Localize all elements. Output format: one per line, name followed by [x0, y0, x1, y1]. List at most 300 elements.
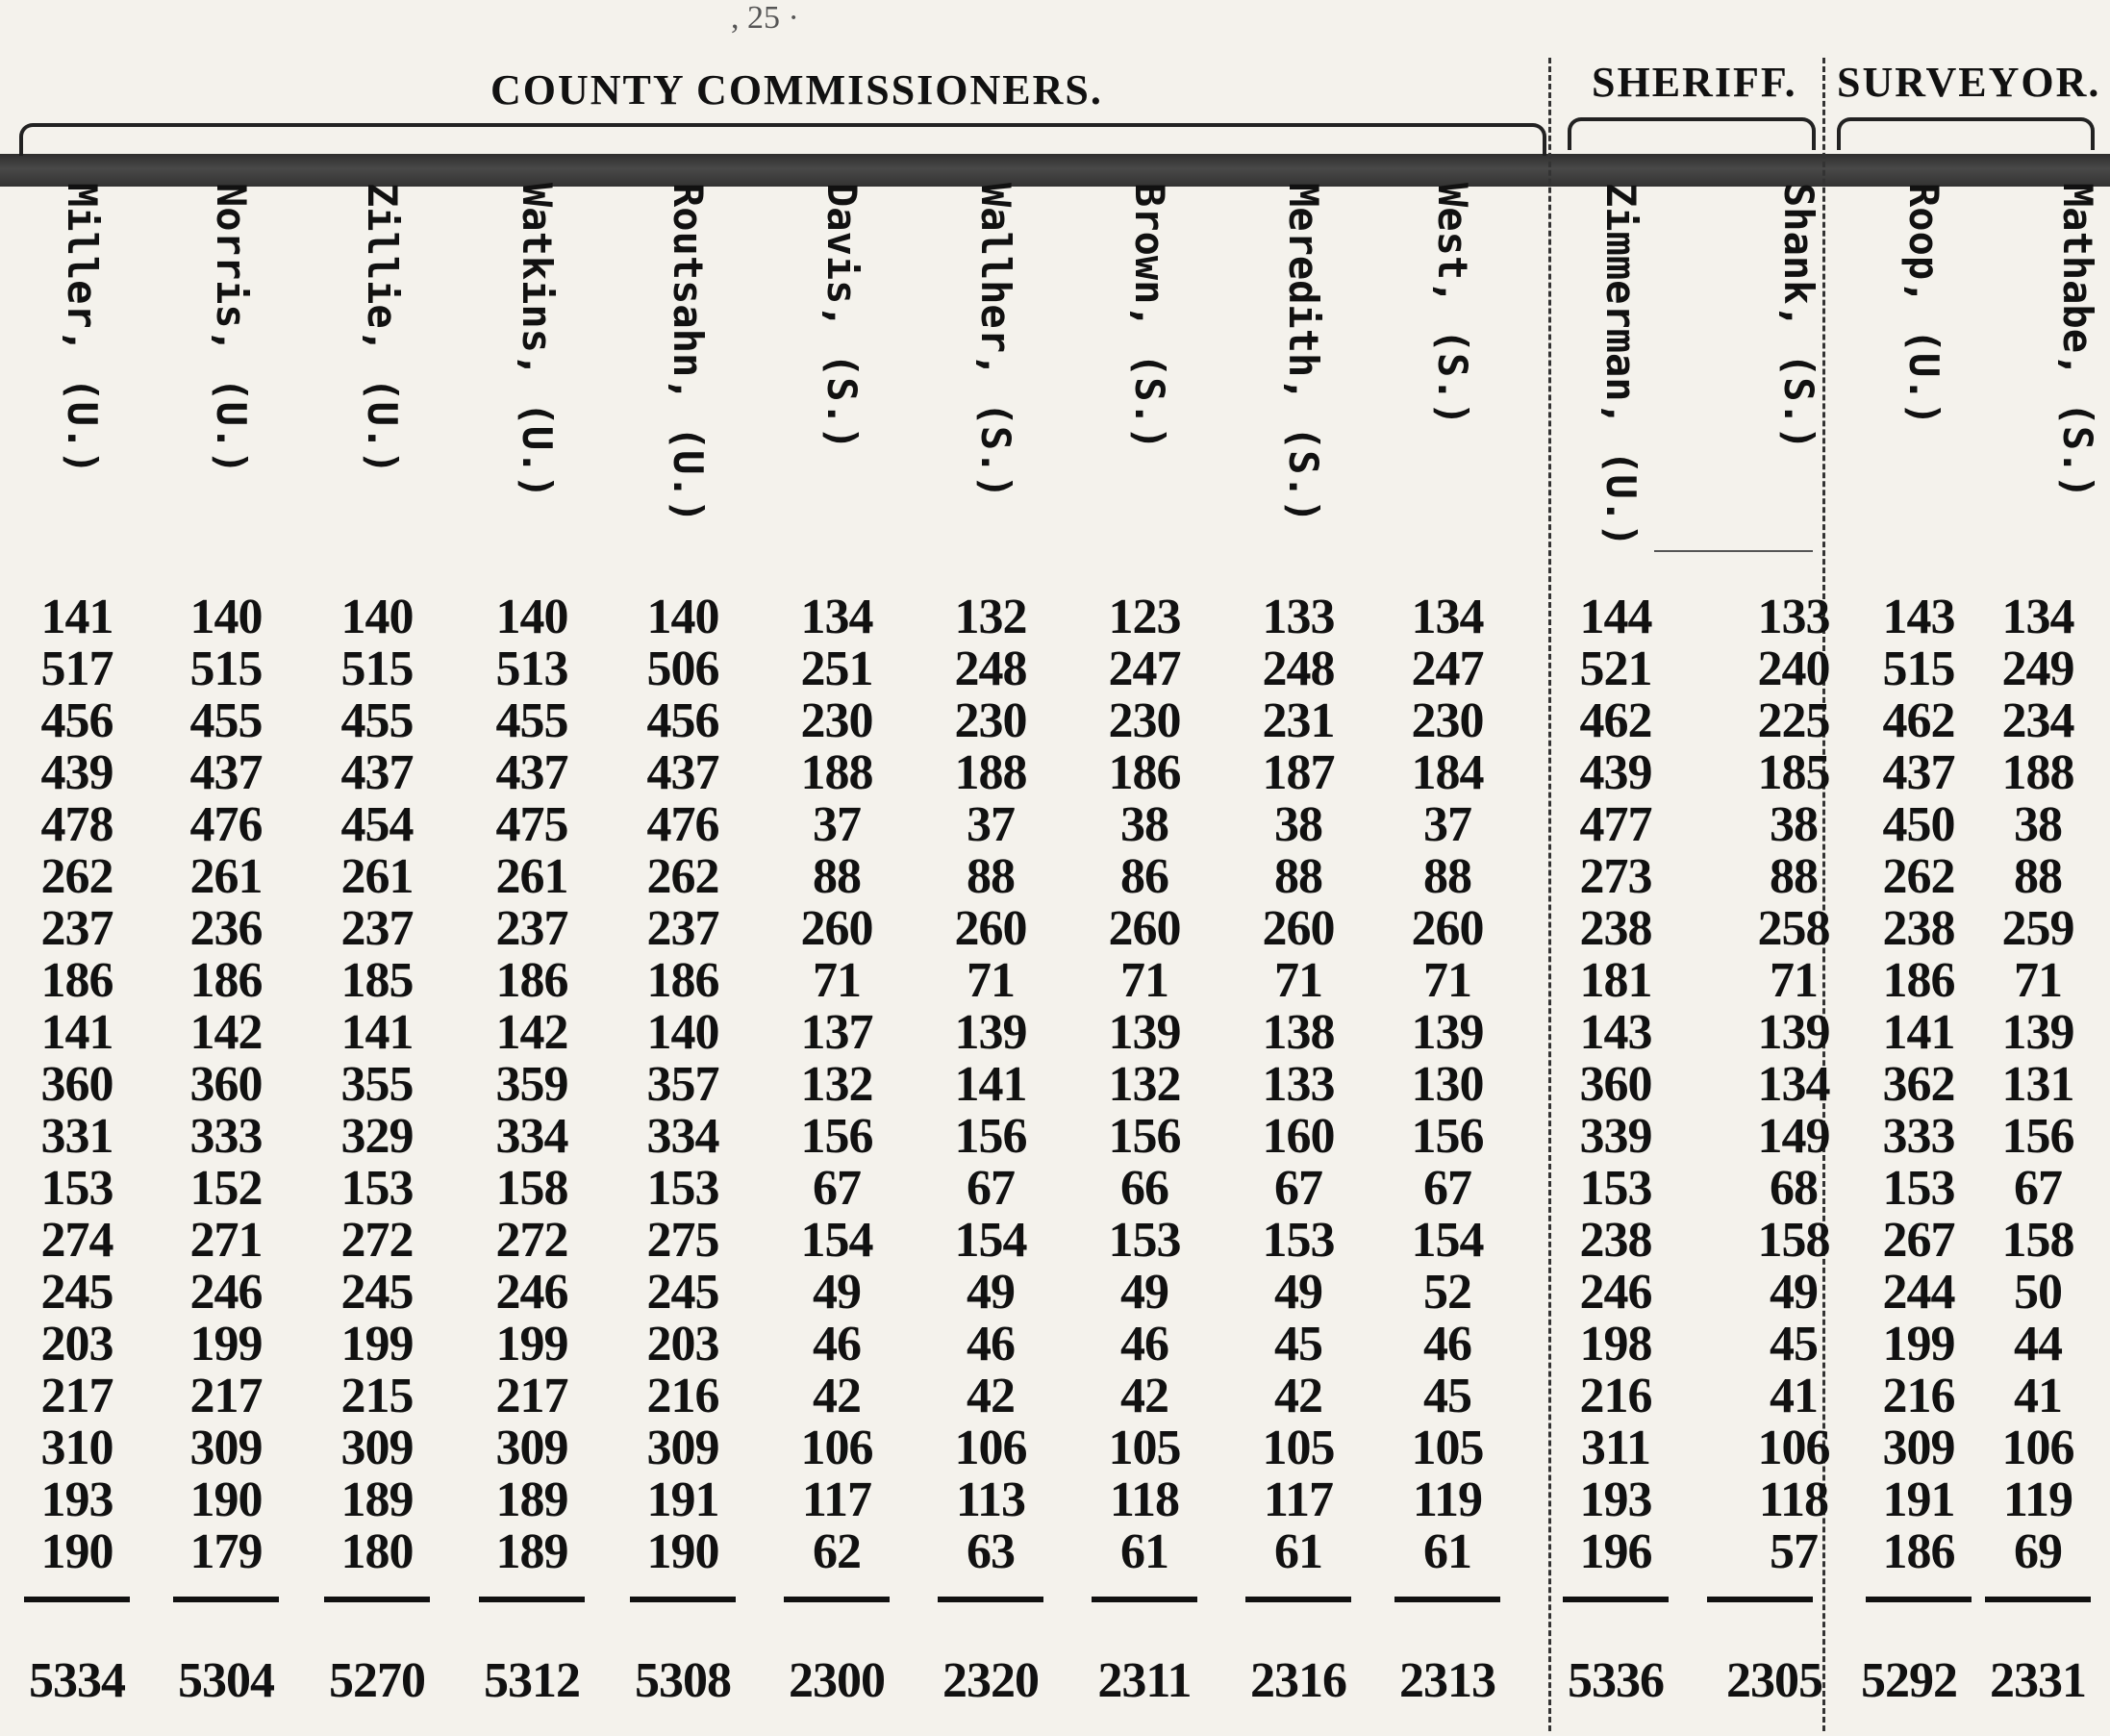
vote-cell: 199 [340, 1317, 414, 1371]
vote-cell: 230 [1411, 693, 1484, 748]
column-total: 2320 [942, 1653, 1039, 1708]
vote-cell: 130 [1411, 1057, 1484, 1112]
vote-cell: 199 [189, 1317, 263, 1371]
vote-cell: 154 [800, 1213, 873, 1268]
vote-cell: 41 [2014, 1369, 2062, 1423]
vote-cell: 517 [40, 642, 113, 696]
column-header: Shank, (S.) [1775, 183, 1822, 451]
vote-cell: 133 [1262, 590, 1335, 644]
vote-cell: 272 [495, 1213, 568, 1268]
vote-cell: 41 [1770, 1369, 1818, 1423]
vote-cell: 333 [1882, 1109, 1955, 1164]
vote-cell: 106 [800, 1421, 873, 1475]
vote-cell: 141 [954, 1057, 1027, 1112]
vote-cell: 71 [1770, 953, 1818, 1008]
vote-cell: 132 [954, 590, 1027, 644]
vote-cell: 215 [340, 1369, 414, 1423]
vote-cell: 61 [1423, 1524, 1471, 1579]
total-rule [1394, 1597, 1500, 1602]
vote-cell: 46 [813, 1317, 861, 1371]
vote-cell: 88 [1274, 849, 1322, 904]
vote-cell: 230 [954, 693, 1027, 748]
vote-cell: 521 [1579, 642, 1652, 696]
vote-cell: 455 [189, 693, 263, 748]
vote-cell: 456 [646, 693, 719, 748]
vote-cell: 143 [1579, 1005, 1652, 1060]
vote-cell: 152 [189, 1161, 263, 1216]
ink-smear [0, 154, 2110, 187]
vote-cell: 38 [1770, 797, 1818, 852]
vote-cell: 153 [340, 1161, 414, 1216]
vote-cell: 160 [1262, 1109, 1335, 1164]
vote-cell: 261 [340, 849, 414, 904]
vote-cell: 190 [189, 1472, 263, 1527]
vote-cell: 236 [189, 901, 263, 956]
vote-cell: 158 [495, 1161, 568, 1216]
vote-cell: 139 [1411, 1005, 1484, 1060]
vote-cell: 156 [1411, 1109, 1484, 1164]
vote-cell: 141 [340, 1005, 414, 1060]
column-total: 2316 [1250, 1653, 1346, 1708]
vote-cell: 199 [495, 1317, 568, 1371]
vote-column [305, 591, 449, 1578]
vote-cell: 88 [967, 849, 1015, 904]
vote-cell: 49 [1274, 1265, 1322, 1320]
vote-cell: 454 [340, 797, 414, 852]
vote-cell: 189 [495, 1472, 568, 1527]
vote-cell: 154 [1411, 1213, 1484, 1268]
vote-cell: 455 [340, 693, 414, 748]
vote-cell: 262 [1882, 849, 1955, 904]
vote-cell: 45 [1770, 1317, 1818, 1371]
vote-cell: 230 [1108, 693, 1181, 748]
vote-cell: 362 [1882, 1057, 1955, 1112]
vote-column [1966, 591, 2110, 1578]
vote-cell: 245 [646, 1265, 719, 1320]
vote-cell: 360 [189, 1057, 263, 1112]
vote-cell: 188 [800, 745, 873, 800]
vote-column [1226, 591, 1370, 1578]
column-header: Miller, (U.) [59, 183, 106, 475]
vote-cell: 142 [495, 1005, 568, 1060]
vote-cell: 141 [40, 1005, 113, 1060]
vote-cell: 360 [1579, 1057, 1652, 1112]
page-number: , 25 · [731, 0, 799, 36]
vote-cell: 139 [1108, 1005, 1181, 1060]
vote-cell: 67 [1274, 1161, 1322, 1216]
vote-cell: 45 [1274, 1317, 1322, 1371]
vote-cell: 153 [646, 1161, 719, 1216]
vote-cell: 247 [1411, 642, 1484, 696]
vote-cell: 186 [189, 953, 263, 1008]
vote-cell: 203 [40, 1317, 113, 1371]
vote-cell: 185 [1757, 745, 1830, 800]
county-commissioners-brace [19, 123, 1546, 156]
vote-cell: 63 [967, 1524, 1015, 1579]
vote-cell: 105 [1262, 1421, 1335, 1475]
vote-cell: 513 [495, 642, 568, 696]
total-rule [938, 1597, 1043, 1602]
column-total: 5270 [329, 1653, 425, 1708]
vote-cell: 49 [1120, 1265, 1168, 1320]
vote-cell: 186 [1108, 745, 1181, 800]
vote-cell: 62 [813, 1524, 861, 1579]
vote-cell: 137 [800, 1005, 873, 1060]
vote-cell: 38 [2014, 797, 2062, 852]
vote-cell: 240 [1757, 642, 1830, 696]
vote-cell: 117 [801, 1472, 872, 1527]
vote-cell: 357 [646, 1057, 719, 1112]
vote-cell: 261 [189, 849, 263, 904]
vote-cell: 106 [954, 1421, 1027, 1475]
vote-cell: 67 [813, 1161, 861, 1216]
total-rule [1866, 1597, 1972, 1602]
vote-cell: 249 [2001, 642, 2074, 696]
vote-cell: 246 [495, 1265, 568, 1320]
vote-cell: 52 [1423, 1265, 1471, 1320]
vote-cell: 217 [189, 1369, 263, 1423]
vote-cell: 455 [495, 693, 568, 748]
vote-cell: 119 [1412, 1472, 1483, 1527]
vote-cell: 189 [340, 1472, 414, 1527]
total-rule [1092, 1597, 1197, 1602]
vote-cell: 67 [967, 1161, 1015, 1216]
vote-cell: 67 [1423, 1161, 1471, 1216]
column-header: Wallher, (S.) [972, 183, 1019, 499]
vote-column [5, 591, 149, 1578]
vote-column [460, 591, 604, 1578]
vote-cell: 113 [955, 1472, 1026, 1527]
vote-cell: 251 [800, 642, 873, 696]
vote-cell: 38 [1274, 797, 1322, 852]
column-total: 5308 [635, 1653, 731, 1708]
vote-cell: 156 [1108, 1109, 1181, 1164]
vote-cell: 309 [189, 1421, 263, 1475]
vote-cell: 49 [1770, 1265, 1818, 1320]
column-total: 5304 [178, 1653, 274, 1708]
vote-cell: 134 [1757, 1057, 1830, 1112]
column-header: Davis, (S.) [818, 183, 866, 451]
vote-cell: 248 [1262, 642, 1335, 696]
vote-cell: 217 [495, 1369, 568, 1423]
vote-cell: 185 [340, 953, 414, 1008]
vote-cell: 67 [2014, 1161, 2062, 1216]
column-header: Brown, (S.) [1126, 183, 1173, 451]
vote-cell: 118 [1758, 1472, 1829, 1527]
vote-cell: 105 [1108, 1421, 1181, 1475]
vote-cell: 359 [495, 1057, 568, 1112]
vote-cell: 333 [189, 1109, 263, 1164]
total-rule [630, 1597, 736, 1602]
vote-cell: 46 [1120, 1317, 1168, 1371]
vote-cell: 237 [646, 901, 719, 956]
vote-cell: 42 [1120, 1369, 1168, 1423]
vote-cell: 191 [1882, 1472, 1955, 1527]
column-header: Zillie, (U.) [359, 183, 406, 475]
vote-cell: 309 [495, 1421, 568, 1475]
vote-cell: 188 [954, 745, 1027, 800]
vote-cell: 245 [40, 1265, 113, 1320]
column-header: Meredith, (S.) [1280, 183, 1327, 524]
vote-cell: 261 [495, 849, 568, 904]
column-total: 2300 [789, 1653, 885, 1708]
column-header: Norris, (U.) [208, 183, 255, 475]
vote-cell: 42 [967, 1369, 1015, 1423]
vote-cell: 66 [1120, 1161, 1168, 1216]
vote-cell: 515 [340, 642, 414, 696]
vote-cell: 186 [646, 953, 719, 1008]
vote-cell: 190 [40, 1524, 113, 1579]
vote-cell: 71 [1423, 953, 1471, 1008]
vote-cell: 478 [40, 797, 113, 852]
vote-cell: 260 [1108, 901, 1181, 956]
vote-cell: 260 [1411, 901, 1484, 956]
vote-cell: 186 [1882, 1524, 1955, 1579]
vote-cell: 450 [1882, 797, 1955, 852]
vote-cell: 515 [1882, 642, 1955, 696]
vote-cell: 462 [1882, 693, 1955, 748]
column-total: 2311 [1097, 1653, 1192, 1708]
vote-cell: 133 [1262, 1057, 1335, 1112]
column-total: 2305 [1726, 1653, 1822, 1708]
vote-cell: 119 [2002, 1472, 2073, 1527]
vote-cell: 132 [800, 1057, 873, 1112]
vote-cell: 184 [1411, 745, 1484, 800]
column-header: West, (S.) [1429, 183, 1476, 426]
vote-cell: 203 [646, 1317, 719, 1371]
vote-cell: 199 [1882, 1317, 1955, 1371]
vote-cell: 231 [1262, 693, 1335, 748]
vote-cell: 246 [1579, 1265, 1652, 1320]
vote-cell: 273 [1579, 849, 1652, 904]
vote-cell: 339 [1579, 1109, 1652, 1164]
vote-cell: 139 [954, 1005, 1027, 1060]
vote-cell: 309 [1882, 1421, 1955, 1475]
vote-cell: 234 [2001, 693, 2074, 748]
vote-cell: 311 [1580, 1421, 1651, 1475]
vote-cell: 196 [1579, 1524, 1652, 1579]
vote-cell: 71 [967, 953, 1015, 1008]
vote-cell: 123 [1108, 590, 1181, 644]
vote-cell: 86 [1120, 849, 1168, 904]
vote-cell: 71 [813, 953, 861, 1008]
vote-cell: 262 [40, 849, 113, 904]
vote-cell: 144 [1579, 590, 1652, 644]
vote-cell: 49 [967, 1265, 1015, 1320]
vote-cell: 37 [813, 797, 861, 852]
vote-cell: 156 [954, 1109, 1027, 1164]
vote-cell: 134 [1411, 590, 1484, 644]
vote-cell: 49 [813, 1265, 861, 1320]
vote-cell: 260 [1262, 901, 1335, 956]
vote-cell: 309 [340, 1421, 414, 1475]
sheriff-brace [1568, 117, 1816, 150]
vote-cell: 44 [2014, 1317, 2062, 1371]
vote-cell: 515 [189, 642, 263, 696]
vote-cell: 437 [1882, 745, 1955, 800]
vote-cell: 158 [2001, 1213, 2074, 1268]
group-title-sheriff: SHERIFF. [1592, 59, 1797, 106]
vote-cell: 216 [1579, 1369, 1652, 1423]
vote-column [765, 591, 909, 1578]
vote-column [1375, 591, 1520, 1578]
vote-cell: 462 [1579, 693, 1652, 748]
total-rule [1985, 1597, 2091, 1602]
vote-cell: 437 [340, 745, 414, 800]
vote-cell: 57 [1770, 1524, 1818, 1579]
surveyor-brace [1837, 117, 2095, 150]
vote-cell: 88 [1423, 849, 1471, 904]
vote-cell: 506 [646, 642, 719, 696]
vote-cell: 439 [1579, 745, 1652, 800]
vote-cell: 475 [495, 797, 568, 852]
vote-cell: 237 [340, 901, 414, 956]
vote-cell: 38 [1120, 797, 1168, 852]
vote-cell: 271 [189, 1213, 263, 1268]
vote-cell: 260 [800, 901, 873, 956]
column-total: 5334 [29, 1653, 125, 1708]
vote-column [611, 591, 755, 1578]
vote-cell: 187 [1262, 745, 1335, 800]
vote-cell: 141 [40, 590, 113, 644]
vote-cell: 131 [2001, 1057, 2074, 1112]
vote-cell: 68 [1770, 1161, 1818, 1216]
column-header: Watkins, (U.) [514, 183, 561, 499]
vote-cell: 141 [1882, 1005, 1955, 1060]
vote-cell: 42 [813, 1369, 861, 1423]
vote-cell: 334 [495, 1109, 568, 1164]
vote-cell: 476 [189, 797, 263, 852]
vote-cell: 139 [2001, 1005, 2074, 1060]
vote-cell: 37 [967, 797, 1015, 852]
vote-cell: 140 [340, 590, 414, 644]
vote-cell: 153 [1882, 1161, 1955, 1216]
vote-cell: 154 [954, 1213, 1027, 1268]
vote-column [1544, 591, 1688, 1578]
vote-cell: 133 [1757, 590, 1830, 644]
vote-cell: 437 [646, 745, 719, 800]
vote-cell: 181 [1579, 953, 1652, 1008]
vote-cell: 238 [1882, 901, 1955, 956]
vote-cell: 260 [954, 901, 1027, 956]
vote-cell: 186 [1882, 953, 1955, 1008]
column-header: Mathabe, (S.) [2054, 183, 2101, 499]
vote-cell: 71 [1274, 953, 1322, 1008]
vote-cell: 186 [495, 953, 568, 1008]
vote-cell: 456 [40, 693, 113, 748]
vote-cell: 134 [2001, 590, 2074, 644]
vote-cell: 310 [40, 1421, 113, 1475]
vote-cell: 88 [2014, 849, 2062, 904]
vote-cell: 267 [1882, 1213, 1955, 1268]
vote-cell: 309 [646, 1421, 719, 1475]
vote-column [1721, 591, 1866, 1578]
vote-cell: 106 [1757, 1421, 1830, 1475]
vote-cell: 45 [1423, 1369, 1471, 1423]
vote-cell: 238 [1579, 901, 1652, 956]
vote-cell: 105 [1411, 1421, 1484, 1475]
vote-cell: 61 [1120, 1524, 1168, 1579]
vote-cell: 246 [189, 1265, 263, 1320]
column-total: 5292 [1861, 1653, 1957, 1708]
vote-cell: 140 [646, 1005, 719, 1060]
column-total: 2331 [1990, 1653, 2086, 1708]
column-header: Roop, (U.) [1900, 183, 1947, 426]
vote-cell: 193 [1579, 1472, 1652, 1527]
total-rule [173, 1597, 279, 1602]
vote-column [918, 591, 1063, 1578]
vote-cell: 188 [2001, 745, 2074, 800]
vote-cell: 156 [800, 1109, 873, 1164]
vote-cell: 437 [495, 745, 568, 800]
vote-cell: 69 [2014, 1524, 2062, 1579]
vote-cell: 149 [1757, 1109, 1830, 1164]
vote-cell: 217 [40, 1369, 113, 1423]
group-title-surveyor: SURVEYOR. [1837, 59, 2101, 106]
total-rule [479, 1597, 585, 1602]
vote-cell: 134 [800, 590, 873, 644]
vote-cell: 37 [1423, 797, 1471, 852]
vote-cell: 237 [495, 901, 568, 956]
vote-cell: 140 [189, 590, 263, 644]
vote-cell: 143 [1882, 590, 1955, 644]
column-header: Routsahn, (U.) [665, 183, 712, 524]
column-header: Zimmerman, (U.) [1597, 183, 1645, 548]
vote-column [154, 591, 298, 1578]
vote-cell: 140 [646, 590, 719, 644]
vote-cell: 186 [40, 953, 113, 1008]
vote-cell: 42 [1274, 1369, 1322, 1423]
vote-cell: 259 [2001, 901, 2074, 956]
vote-cell: 117 [1263, 1472, 1334, 1527]
vote-cell: 71 [1120, 953, 1168, 1008]
vote-cell: 88 [813, 849, 861, 904]
vote-cell: 61 [1274, 1524, 1322, 1579]
vote-cell: 244 [1882, 1265, 1955, 1320]
vote-cell: 140 [495, 590, 568, 644]
vote-cell: 138 [1262, 1005, 1335, 1060]
vote-cell: 158 [1757, 1213, 1830, 1268]
vote-cell: 334 [646, 1109, 719, 1164]
vote-cell: 262 [646, 849, 719, 904]
column-total: 5336 [1568, 1653, 1664, 1708]
vote-cell: 46 [1423, 1317, 1471, 1371]
vote-cell: 258 [1757, 901, 1830, 956]
total-rule [1707, 1597, 1813, 1602]
vote-cell: 179 [189, 1524, 263, 1579]
column-total: 5312 [484, 1653, 580, 1708]
vote-cell: 237 [40, 901, 113, 956]
vote-cell: 153 [1579, 1161, 1652, 1216]
total-rule [24, 1597, 130, 1602]
vote-cell: 106 [2001, 1421, 2074, 1475]
vote-cell: 191 [646, 1472, 719, 1527]
vote-cell: 193 [40, 1472, 113, 1527]
vote-cell: 153 [40, 1161, 113, 1216]
column-total: 2313 [1399, 1653, 1495, 1708]
total-rule [784, 1597, 890, 1602]
vote-cell: 477 [1579, 797, 1652, 852]
vote-cell: 275 [646, 1213, 719, 1268]
vote-cell: 216 [1882, 1369, 1955, 1423]
vote-cell: 355 [340, 1057, 414, 1112]
vote-cell: 71 [2014, 953, 2062, 1008]
total-rule [1245, 1597, 1351, 1602]
vote-cell: 198 [1579, 1317, 1652, 1371]
vote-cell: 439 [40, 745, 113, 800]
vote-cell: 272 [340, 1213, 414, 1268]
vote-cell: 50 [2014, 1265, 2062, 1320]
